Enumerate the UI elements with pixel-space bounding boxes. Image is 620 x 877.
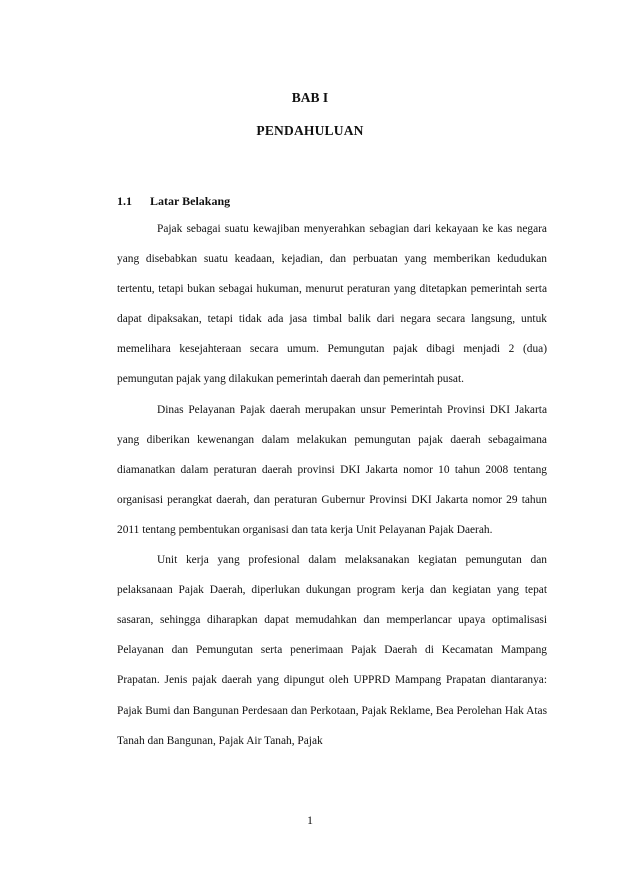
paragraph: Unit kerja yang profesional dalam melaksanakan kegiatan pemungutan dan pelaksanaan Pajak Daerah, diperlukan dukungan program kerja dan kegiatan yang tepat sasaran, sehingga diharapkan dapat memudahkan dan memperlancar upaya optimalisasi Pelayanan dan Pemungutan serta penerimaan Pajak Daerah di Kecamatan Mampang Prapatan. Jenis pajak daerah yang dipungut oleh UPPRD Mampang Prapatan diantaranya: Pajak Bumi dan Bangunan Perdesaan dan Perkotaan, Pajak Reklame, Bea Perolehan Hak Atas Tanah dan Bangunan, Pajak Air Tanah, Pajak — [117, 554, 547, 747]
section-title: Latar Belakang — [150, 194, 231, 208]
chapter-title: PENDAHULUAN — [256, 123, 364, 138]
section-number: 1.1 — [117, 194, 132, 208]
body-text — [117, 214, 547, 756]
chapter-number: BAB I — [291, 90, 329, 105]
page-number: 1 — [307, 813, 313, 827]
paragraph: Dinas Pelayanan Pajak daerah merupakan unsur Pemerintah Provinsi DKI Jakarta yang diberikan kewenangan dalam melakukan pemungutan pajak daerah sebagaimana diamanatkan dalam peraturan daerah provinsi DKI Jakarta nomor 10 tahun 2008 tentang organisasi perangkat daerah, dan peraturan Gubernur Provinsi DKI Jakarta nomor 29 tahun 2011 tentang pembentukan organisasi dan tata kerja Unit Pelayanan Pajak Daerah. — [117, 403, 547, 536]
section-heading — [117, 194, 230, 209]
paragraph: Pajak sebagai suatu kewajiban menyerahkan sebagian dari kekayaan ke kas negara yang disebabkan suatu keadaan, kejadian, dan perbuatan yang memberikan kedudukan tertentu, tetapi bukan sebagai hukuman, menurut peraturan yang ditetapkan pemerintah serta dapat dipaksakan, tetapi tidak ada jasa timbal balik dari negara secara langsung, untuk memelihara kesejahteraan secara umum. Pemungutan pajak dibagi menjadi 2 (dua) pemungutan pajak yang dilakukan pemerintah daerah dan pemerintah pusat. — [117, 223, 547, 386]
